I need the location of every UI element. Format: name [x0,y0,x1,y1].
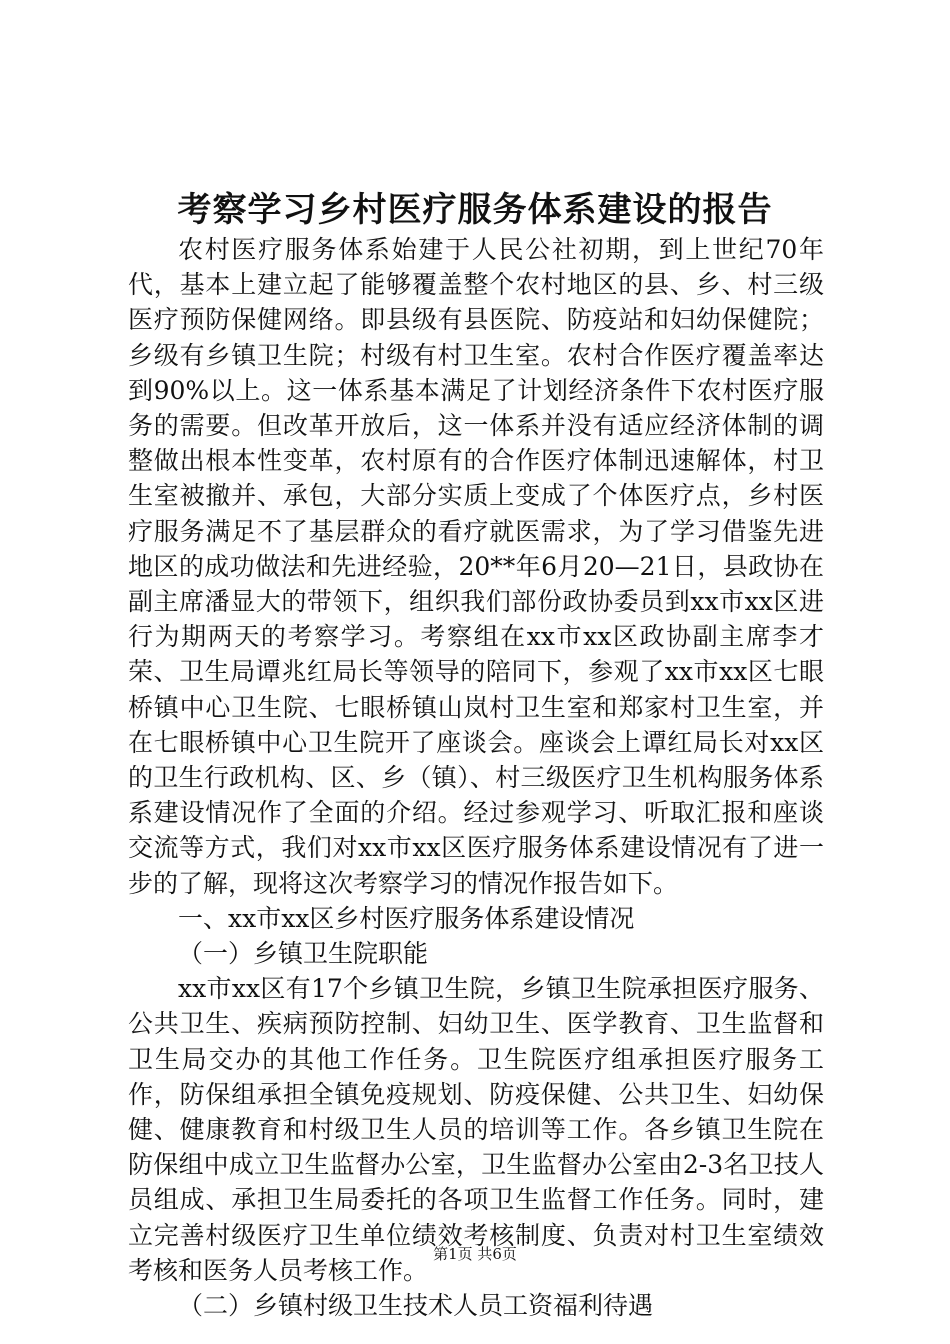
subsection-heading: （二）乡镇村级卫生技术人员工资福利待遇 [178,1291,654,1321]
paragraph-intro: 农村医疗服务体系始建于人民公社初期，到上世纪70年代，基本上建立起了能够覆盖整个农村地区的县、乡、村三级医疗预防保健网络。即县级有县医院、防疫站和妇幼保健院；乡级有乡镇卫生院；村级有村卫生室。农村合作医疗覆盖率达到90%以上。这一体系基本满足了计划经济条件下农村医疗服务的需要。但改革开放后，这一体系并没有适应经济体制的调整做出根本性变革，农村原有的合作医疗体制迅速解体，村卫生室被撤并、承包，大部分实质上变成了个体医疗点，乡村医疗服务满足不了基层群众的看疗就医需求，为了学习借鉴先进地区的成功做法和先进经验，20**年6月20—21日，县政协在副主席潘显大的带领下，组织我们部份政协委员到xx市xx区进行为期两天的考察学习。考察组在xx市xx区政协副主席李才荣、卫生局谭兆红局长等领导的陪同下，参观了xx市xx区七眼桥镇中心卫生院、七眼桥镇山岚村卫生室和郑家村卫生室，并在七眼桥镇中心卫生院开了座谈会。座谈会上谭红局长对xx区的卫生行政机构、区、乡（镇）、村三级医疗卫生机构服务体系系建设情况作了全面的介绍。经过参观学习、听取汇报和座谈交流等方式，我们对xx市xx区医疗服务体系建设情况有了进一步的了解，现将这次考察学习的情况作报告如下。 [128,235,824,898]
document-title: 考察学习乡村医疗服务体系建设的报告 [177,190,773,230]
document-body [128,232,824,1323]
page-number-footer: 第1页 共6页 [433,1245,517,1263]
section-heading: 一、xx市xx区乡村医疗服务体系建设情况 [178,903,635,933]
paragraph-body: xx市xx区有17个乡镇卫生院，乡镇卫生院承担医疗服务、公共卫生、疾病预防控制、妇幼卫生、医学教育、卫生监督和卫生局交办的其他工作任务。卫生院医疗组承担医疗服务工作，防保组承担全镇免疫规划、防疫保健、公共卫生、妇幼保健、健康教育和村级卫生人员的培训等工作。各乡镇卫生院在防保组中成立卫生监督办公室，卫生监督办公室由2-3名卫技人员组成、承担卫生局委托的各项卫生监督工作任务。同时，建立完善村级医疗卫生单位绩效考核制度、负责对村卫生室绩效考核和医务人员考核工作。 [128,974,824,1285]
subsection-heading: （一）乡镇卫生院职能 [178,939,429,969]
